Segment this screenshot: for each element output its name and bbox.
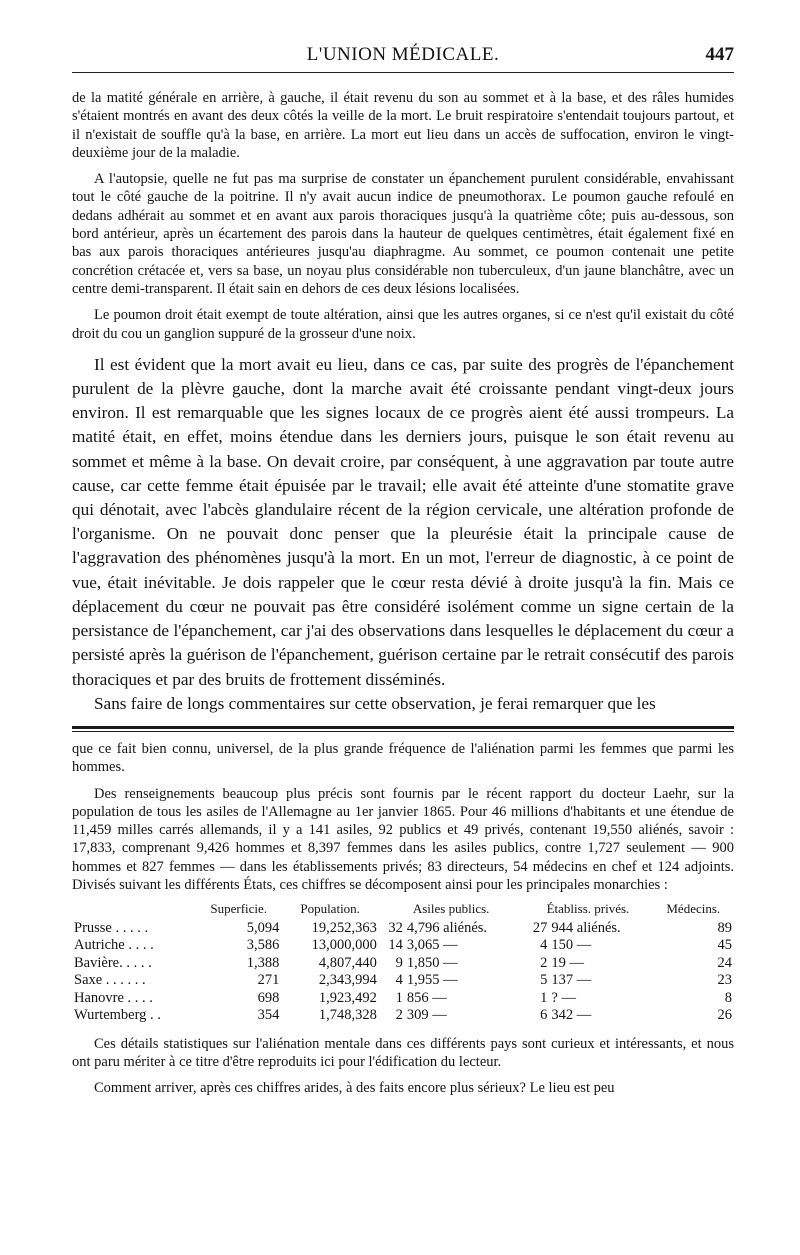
table-cell: 19 — [551,954,585,971]
table-cell: 856 — [406,989,447,1006]
paragraph-commentaires: Sans faire de longs commentaires sur cette observation, je ferai remarquer que les [94,693,656,713]
table-cell: 3,586 [246,937,280,954]
table-cell: 4 [395,972,403,989]
table-cell: 9 [395,954,403,971]
table-cell: 19,252,363 [311,919,377,936]
table-cell: 150 — [551,937,592,954]
table-cell: Wurtemberg . . [74,1007,161,1024]
table-cell: 6 [540,1007,548,1024]
table-cell: 3,065 — [406,937,458,954]
table-row [72,1007,734,1025]
table-cell: 24 [717,954,732,971]
table-cell: 1,850 — [406,954,458,971]
table-cell: Bavière. . . . . [74,954,152,971]
table-row [72,972,734,990]
paragraph-poumon-droit: Le poumon droit était exempt de toute altération, ainsi que les autres organes, si ce n'est qu'il existait du côté droit du cou un ganglion suppuré de la grosseur d'une noix. [72,307,734,342]
table-cell: 27 [532,919,548,936]
table-header: Médecins. [666,901,721,917]
table-row [72,955,734,973]
table-header: Asiles publics. [412,901,490,917]
section-divider [72,726,734,732]
table-cell: 2,343,994 [318,972,377,989]
table-cell: 137 — [551,972,592,989]
table-cell: 4,796 aliénés. [406,919,488,936]
table-row [72,920,734,938]
table-cell: 5,094 [246,919,280,936]
table-cell: 1,388 [246,954,280,971]
table-header: Superficie. [210,901,268,917]
table-row [72,990,734,1008]
table-cell: 26 [717,1007,732,1024]
table-cell: 2 [540,954,548,971]
table-cell: 4 [540,937,548,954]
table-cell: 944 aliénés. [551,919,621,936]
table-cell: 14 [388,937,403,954]
table-cell: 13,000,000 [311,937,377,954]
table-cell: 354 [257,1007,280,1024]
table-cell: 1,748,328 [318,1007,377,1024]
table-cell: ? — [551,989,576,1006]
paragraph-renseignements: Des renseignements beaucoup plus précis sont fournis par le récent rapport du docteur Laehr, sur la population de tous les asiles de l'Allemagne au 1er janvier 1865. Pour 46 millions d'habitants et une étendue de 11,459 milles carrés allemands, il y a 141 asiles, 92 publics et 49 privés, contenant 19,550 aliénés, savoir : 17,833, comprenant 9,426 hommes et 8,397 femmes dans les asiles publics, contre 1,727 seulement — 900 hommes et 827 femmes — dans les établissements privés; 83 directeurs, 54 médecins en chef et 124 adjoints. Divisés suivant les différents États, ces chiffres se décomposent ainsi pour les principales monarchies : [72,785,734,893]
table-row [72,937,734,955]
running-head [72,40,734,73]
table-cell: Saxe . . . . . . [74,972,146,989]
paragraph-feuilleton-1: que ce fait bien connu, universel, de la plus grande fréquence de l'aliénation parmi les femmes que parmi les hommes. [72,740,734,776]
table-cell: Hanovre . . . . [74,989,153,1006]
paragraph-conclusion: Ces détails statistiques sur l'aliénation mentale dans ces différents pays sont curieux et intéressants, et nous ont paru mériter à ce titre d'être reproduits ici pour l'édification du lecteur. [72,1035,734,1071]
table-cell: 1 [540,989,548,1006]
page-number: 447 [705,44,734,65]
table-cell: 89 [717,919,732,936]
table-cell: 342 — [551,1007,592,1024]
paragraph-autopsie: A l'autopsie, quelle ne fut pas ma surprise de constater un épanchement purulent considérable, envahissant tout le côté gauche de la poitrine. Il n'y avait aucun indice de pneumothorax. Le poumon gauche refoulé en dedans adhérait au sommet et en avant aux parois thoraciques jusqu'à la quatrième côte; puis au-dessous, son bord antérieur, après un écartement des parois dans la hauteur de quelques centimètres, était également fixé en bas aux parois thoraciques antérieures jusqu'au diaphragme. Au sommet, ce poumon contenait une petite concrétion crétacée et, vers sa base, un noyau plus considérable non tuberculeux, d'un jaune blanchâtre, avec un centre demi-transparent. Il était sain en dehors de ces deux lésions localisées. [72,171,734,297]
paragraph-1: de la matité générale en arrière, à gauche, il était revenu du son au sommet et à la base, et des râles humides s'étaient montrés en avant des deux côtés la veille de la mort. Le bruit respiratoire s'entendait toujours partout, et il n'existait de souffle qu'à la base, en arrière. La mort eut lieu dans un accès de suffocation, environ le vingt-deuxième jour de la maladie. [72,90,734,161]
table-cell: 23 [717,972,732,989]
table-cell: 1 [395,989,403,1006]
journal-title: L'UNION MÉDICALE. [306,44,500,65]
table-cell: 698 [257,989,280,1006]
table-cell: 1,923,492 [318,989,377,1006]
table-cell: 32 [388,919,403,936]
table-cell: 45 [717,937,732,954]
table-cell: 309 — [406,1007,447,1024]
paragraph-discussion: Il est évident que la mort avait eu lieu, dans ce cas, par suite des progrès de l'épanchement purulent de la plèvre gauche, dont la marche avait été croissante pendant vingt-deux jours environ. Il est remarquable que les signes locaux de ce progrès aient été aussi trompeurs. La matité était, en effet, moins étendue dans les derniers jours, puisque le son était revenu au sommet et même à la base. On devait croire, par conséquent, à une aggravation par toute autre cause, car cette femme était épuisée par le travail; elle avait été atteinte d'une stomatite grave qui dénotait, avec l'abcès glandulaire récent de la région cervicale, une altération profonde de l'organisme. On ne pouvait donc penser que la pleurésie était la principale cause de l'aggravation des phénomènes jusqu'à la mort. En un mot, l'erreur de diagnostic, à ce point de vue, était inévitable. Je dois rappeler que le cœur resta dévié à droite jusqu'à la fin. Mais ce déplacement du cœur ne pouvait pas être considéré isolément comme un signe certain de la persistance de l'épanchement, car j'ai des observations dans lesquelles le déplacement du cœur a persisté après la guérison de l'épanchement, guérison certaine par le retrait consécutif des parois thoraciques et par des bruits de frottement disséminés. [72,354,734,689]
table-cell: 1,955 — [406,972,458,989]
table-cell: 5 [540,972,548,989]
statistics-table [72,900,734,1025]
table-cell: 271 [257,972,280,989]
table-header [72,900,196,920]
table-cell: 2 [395,1007,403,1024]
table-cell: 8 [724,989,732,1006]
table-header-row [72,900,734,920]
table-cell: 4,807,440 [318,954,377,971]
table-header: Établiss. privés. [546,901,630,917]
table-cell: Prusse . . . . . [74,919,149,936]
paragraph-comment-arriver: Comment arriver, après ces chiffres arides, à des faits encore plus sérieux? Le lieu est peu [94,1080,615,1097]
table-header: Population. [300,901,360,917]
table-cell: Autriche . . . . [74,937,154,954]
